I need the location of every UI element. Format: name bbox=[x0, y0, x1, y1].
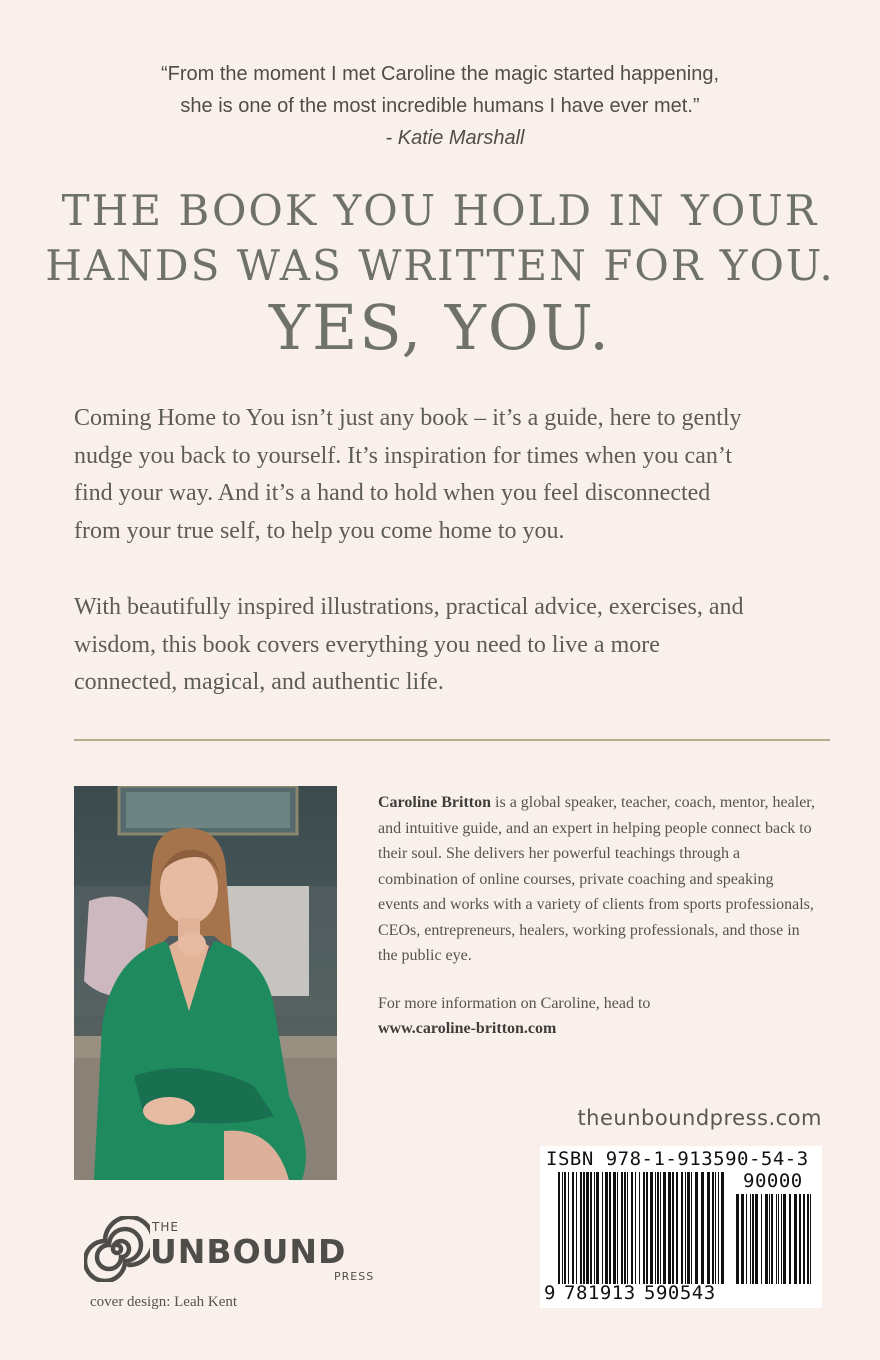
testimonial-quote bbox=[0, 58, 880, 154]
barcode-bar bbox=[783, 1194, 786, 1284]
barcode-bar bbox=[586, 1172, 589, 1284]
barcode-bar bbox=[807, 1194, 809, 1284]
headline-yes-you: YES, YOU. bbox=[269, 291, 611, 364]
author-name: Caroline Britton bbox=[378, 794, 492, 811]
barcode-bar bbox=[650, 1172, 653, 1284]
barcode-bar bbox=[635, 1172, 636, 1284]
barcode-bar bbox=[576, 1172, 577, 1284]
barcode-bar bbox=[701, 1172, 704, 1284]
barcode-bar bbox=[736, 1194, 739, 1284]
author-more-info: For more information on Caroline, head to bbox=[378, 994, 651, 1012]
barcode-bar bbox=[776, 1194, 777, 1284]
description-line: nudge you back to yourself. It’s inspiration for times when you can’t bbox=[74, 442, 733, 469]
quote-line-2: she is one of the most incredible humans I have ever met.” bbox=[180, 95, 700, 117]
description-line: connected, magical, and authentic life. bbox=[74, 669, 444, 695]
description-line: wisdom, this book covers everything you need to live a more bbox=[74, 631, 660, 658]
barcode-bar bbox=[596, 1172, 599, 1284]
barcode-bar bbox=[741, 1194, 744, 1284]
quote-line-1: “From the moment I met Caroline the magic started happening, bbox=[160, 63, 720, 85]
barcode-bar bbox=[672, 1172, 674, 1284]
barcode-bar bbox=[681, 1172, 683, 1284]
author-bio-paragraph bbox=[378, 790, 818, 969]
barcode-bar bbox=[594, 1172, 595, 1284]
barcode-bar bbox=[721, 1172, 724, 1284]
barcode-bar bbox=[676, 1172, 678, 1284]
barcode-bar bbox=[803, 1194, 805, 1284]
barcode-bar bbox=[718, 1172, 719, 1284]
barcode-bar bbox=[769, 1194, 770, 1284]
barcode-bar bbox=[778, 1194, 779, 1284]
barcode-digits-right: 590543 bbox=[644, 1282, 716, 1304]
isbn-text: ISBN 978-1-913590-54-3 bbox=[546, 1148, 809, 1170]
barcode-bar bbox=[657, 1172, 659, 1284]
barcode-bar bbox=[583, 1172, 585, 1284]
barcode-bar bbox=[687, 1172, 690, 1284]
description-paragraph-1 bbox=[74, 400, 844, 550]
barcode-bar bbox=[799, 1194, 801, 1284]
barcode-bar bbox=[562, 1172, 563, 1284]
barcode-bar bbox=[621, 1172, 623, 1284]
barcode-bar bbox=[781, 1194, 782, 1284]
publisher-logo bbox=[84, 1214, 374, 1286]
barcode-bar bbox=[794, 1194, 797, 1284]
barcode-bar bbox=[752, 1194, 754, 1284]
description-paragraph-2 bbox=[74, 589, 844, 702]
barcode-digit-first: 9 bbox=[544, 1282, 556, 1304]
barcode-bar bbox=[609, 1172, 611, 1284]
headline-line-2: HANDS WAS WRITTEN FOR YOU. bbox=[45, 241, 835, 290]
price-code: 90000 bbox=[743, 1170, 803, 1192]
barcode-bar bbox=[771, 1194, 773, 1284]
barcode-digits-left: 781913 bbox=[564, 1282, 636, 1304]
description-line: find your way. And it’s a hand to hold when you feel disconnected bbox=[74, 480, 711, 506]
barcode-bar bbox=[646, 1172, 648, 1284]
barcode-bar bbox=[695, 1172, 698, 1284]
barcode-bar bbox=[668, 1172, 671, 1284]
barcode-bar bbox=[631, 1172, 633, 1284]
author-bio bbox=[378, 790, 818, 1042]
barcode-bar bbox=[602, 1172, 603, 1284]
barcode-bar bbox=[663, 1172, 666, 1284]
barcode-bar bbox=[613, 1172, 616, 1284]
barcode-bar bbox=[572, 1172, 574, 1284]
barcode-bar bbox=[750, 1194, 751, 1284]
logo-the: THE bbox=[152, 1220, 179, 1234]
barcode-bar bbox=[715, 1172, 716, 1284]
publisher-website-link[interactable]: theunboundpress.com bbox=[577, 1106, 822, 1130]
author-bio-text: is a global speaker, teacher, coach, mentor, healer, and intuitive guide, and an expert in helping people connect back to their soul. She delivers her powerful teachings through a combination of online courses, private coaching and speaking events and works with a variety of clients from sports professionals, CEOs, entrepreneurs, healers, working professionals, and those in the public eye. bbox=[378, 794, 815, 964]
barcode-bar bbox=[660, 1172, 661, 1284]
author-website-link[interactable]: www.caroline-britton.com bbox=[378, 1020, 557, 1037]
barcode-bar bbox=[691, 1172, 692, 1284]
description-line: With beautifully inspired illustrations, practical advice, exercises, and bbox=[74, 594, 744, 620]
spiral-icon bbox=[84, 1216, 150, 1282]
barcode-bar bbox=[643, 1172, 645, 1284]
barcode-bar bbox=[707, 1172, 710, 1284]
barcode-bar bbox=[568, 1172, 569, 1284]
barcode-bar bbox=[685, 1172, 686, 1284]
quote-attribution: - Katie Marshall bbox=[385, 127, 525, 149]
barcode-bar bbox=[810, 1194, 811, 1284]
barcode-bar bbox=[627, 1172, 628, 1284]
barcode-bar bbox=[617, 1172, 618, 1284]
author-photo bbox=[74, 786, 337, 1180]
author-portrait-illustration bbox=[74, 786, 337, 1180]
barcode-bar bbox=[765, 1194, 768, 1284]
barcode-bar bbox=[605, 1172, 608, 1284]
barcode-bar bbox=[558, 1172, 560, 1284]
cover-design-credit: cover design: Leah Kent bbox=[90, 1294, 238, 1310]
logo-press: PRESS bbox=[334, 1270, 375, 1283]
barcode-bar bbox=[624, 1172, 626, 1284]
barcode-bar bbox=[655, 1172, 656, 1284]
isbn-barcode bbox=[540, 1146, 822, 1308]
barcode-bar bbox=[746, 1194, 747, 1284]
barcode-bar bbox=[580, 1172, 582, 1284]
barcode-bar bbox=[789, 1194, 791, 1284]
headline-line-1: THE BOOK YOU HOLD IN YOUR bbox=[61, 186, 819, 235]
barcode-addon-bars bbox=[736, 1194, 816, 1284]
description-line: Coming Home to You isn’t just any book – it’s a guide, here to gently bbox=[74, 405, 742, 431]
barcode-main-bars bbox=[558, 1172, 726, 1284]
barcode-bar bbox=[639, 1172, 640, 1284]
description-line: from your true self, to help you come home to you. bbox=[74, 517, 565, 544]
section-divider bbox=[74, 739, 830, 741]
barcode-bar bbox=[590, 1172, 592, 1284]
logo-unbound: UNBOUND bbox=[150, 1232, 347, 1271]
barcode-bar bbox=[755, 1194, 758, 1284]
barcode-bar bbox=[761, 1194, 762, 1284]
barcode-bar bbox=[712, 1172, 714, 1284]
barcode-bar bbox=[564, 1172, 566, 1284]
